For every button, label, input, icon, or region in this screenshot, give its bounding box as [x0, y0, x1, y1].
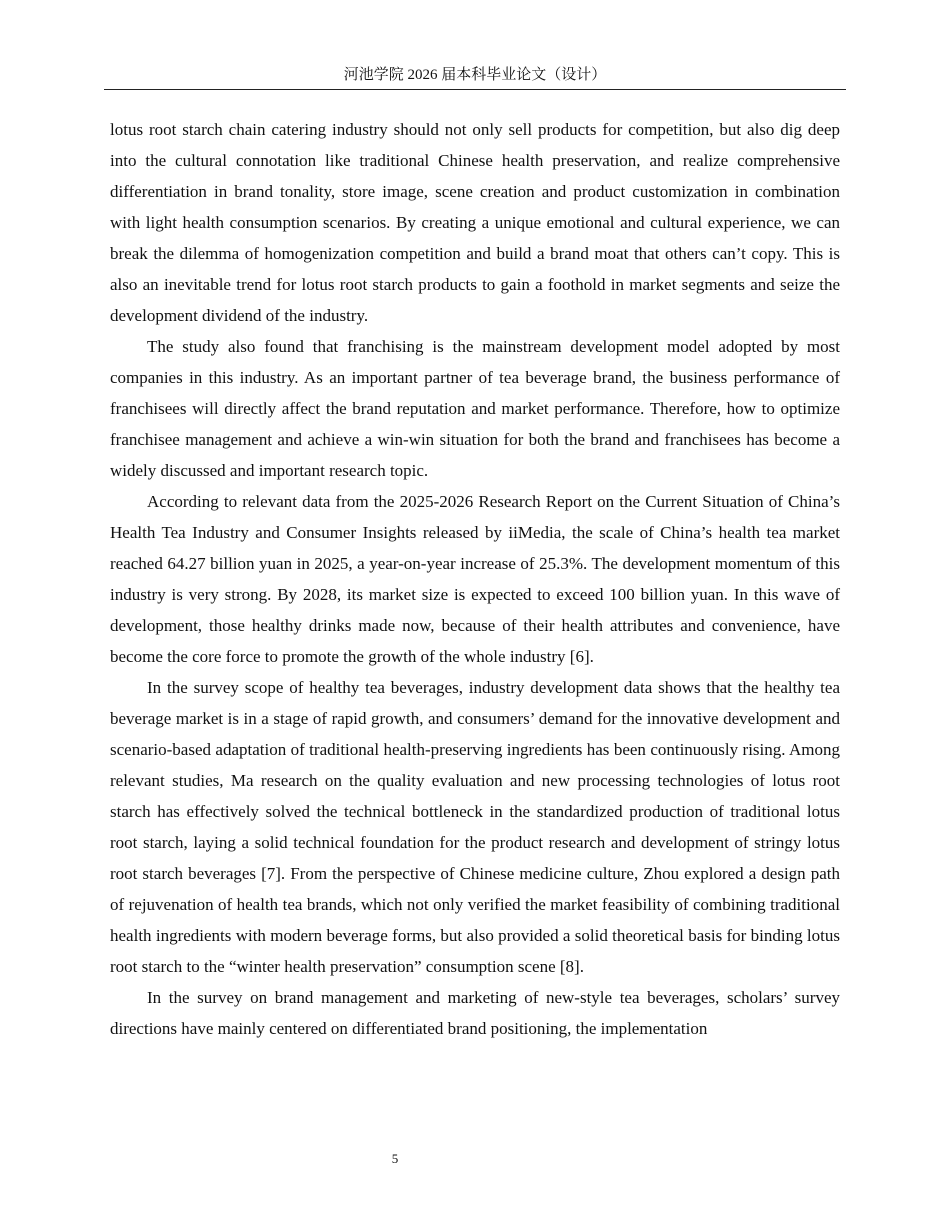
- paragraph-market-data: According to relevant data from the 2025-2026 Research Report on the Current Situation of China’s Health Tea Industry and Consumer Insights released by iiMedia, the scale of China’s health tea market reached 64.27 billion yuan in 2025, a year-on-year increase of 25.3%. The development momentum of this industry is very strong. By 2028, its market size is expected to exceed 100 billion yuan. In this wave of development, those healthy drinks made now, because of their health attributes and convenience, have become the core force to promote the growth of the whole industry [6].: [110, 492, 840, 666]
- paragraph-brand-management: In the survey on brand management and marketing of new-style tea beverages, scholars’ survey directions have mainly centered on differentiated brand positioning, the implementation: [110, 988, 840, 1038]
- body-text: [110, 114, 840, 1044]
- paragraph-franchising: The study also found that franchising is the mainstream development model adopted by most companies in this industry. As an important partner of tea beverage brand, the business performance of franchisees will directly affect the brand reputation and market performance. Therefore, how to optimize franchisee management and achieve a win-win situation for both the brand and franchisees has become a widely discussed and important research topic.: [110, 337, 840, 480]
- header-title: 河池学院 2026 届本科毕业论文（设计）: [343, 67, 607, 83]
- paragraph-continuation: lotus root starch chain catering industry should not only sell products for competition, but also dig deep into the cultural connotation like traditional Chinese health preservation, and realize comprehensive differentiation in brand tonality, store image, scene creation and product customization in combination with light health consumption scenarios. By creating a unique emotional and cultural experience, we can break the dilemma of homogenization competition and build a brand moat that others can’t copy. This is also an inevitable trend for lotus root starch products to gain a foothold in market segments and seize the development dividend of the industry.: [110, 120, 840, 325]
- page-header: [104, 64, 846, 90]
- page-number: 5: [391, 1151, 399, 1166]
- paragraph-healthy-tea-survey: In the survey scope of healthy tea beverages, industry development data shows that the healthy tea beverage market is in a stage of rapid growth, and consumers’ demand for the innovative development and scenario-based adaptation of traditional health-preserving ingredients has been continuously rising. Among relevant studies, Ma research on the quality evaluation and new processing technologies of lotus root starch has effectively solved the technical bottleneck in the standardized production of traditional lotus root starch, laying a solid technical foundation for the product research and development of stringy lotus root starch beverages [7]. From the perspective of Chinese medicine culture, Zhou explored a design path of rejuvenation of health tea brands, which not only verified the market feasibility of combining traditional health ingredients with modern beverage forms, but also provided a solid theoretical basis for binding lotus root starch to the “winter health preservation” consumption scene [8].: [110, 678, 840, 976]
